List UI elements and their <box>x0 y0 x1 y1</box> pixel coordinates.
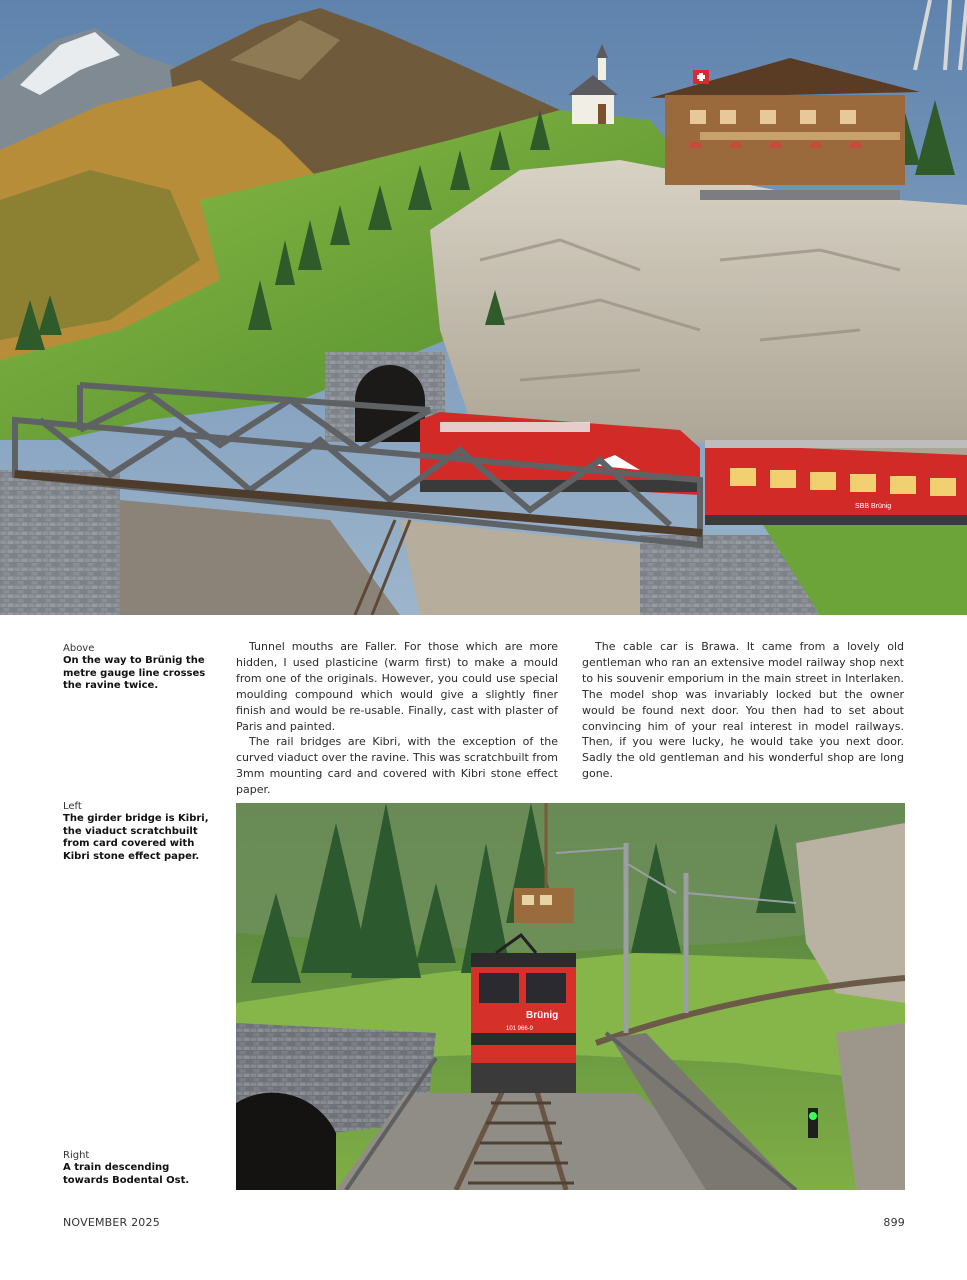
article-column-1 <box>236 639 558 798</box>
caption-above-lead: Above <box>63 643 95 654</box>
article-paragraph: The cable car is Brawa. It came from a lovely old gentleman who ran an extensive model railway shop next to his souvenir emporium in the main street in Interlaken. The model shop was invariably locked but the owner would be found next door. You then had to set about convincing him of your real interest in model railways. Then, if you were lucky, he would take you next door. Sadly the old gentleman and his wonderful shop are long gone. <box>582 640 904 781</box>
top-photo <box>0 0 967 615</box>
caption-left-lead: Left <box>63 801 82 812</box>
caption-right <box>63 1150 213 1187</box>
article-paragraph: The rail bridges are Kibri, with the exception of the curved viaduct over the ravine. This was scratchbuilt from 3mm mounting card and covered with Kibri stone effect paper. <box>236 735 558 797</box>
signal <box>808 1108 818 1138</box>
bottom-photo <box>236 803 905 1190</box>
page-number: 899 <box>883 1216 905 1229</box>
loco-number: 101 966-9 <box>506 1026 534 1032</box>
red-locomotive <box>471 935 576 1093</box>
caption-above-text: On the way to Brünig the metre gauge line crosses the ravine twice. <box>63 655 206 692</box>
caption-right-text: A train descending towards Bodental Ost. <box>63 1162 190 1186</box>
article-paragraph: Tunnel mouths are Faller. For those which are more hidden, I used plasticine (warm first) to make a mould from one of the originals. However, you could use special moulding compound which would give a slightly finer finish and would be re-usable. Finally, cast with plaster of Paris and painted. <box>236 640 558 733</box>
bridge-abutment-left <box>0 470 120 615</box>
loco-nameplate: Brünig <box>526 1010 559 1021</box>
article-column-2 <box>582 639 904 782</box>
alpine-layout-scene <box>0 0 967 615</box>
coach-lettering: SBB Brünig <box>855 503 892 510</box>
caption-left <box>63 801 213 863</box>
caption-above <box>63 643 213 693</box>
issue-date: NOVEMBER 2025 <box>63 1216 160 1229</box>
descending-train-scene <box>236 803 905 1190</box>
caption-left-text: The girder bridge is Kibri, the viaduct scratchbuilt from card covered with Kibri stone effect paper. <box>63 813 209 862</box>
caption-right-lead: Right <box>63 1150 90 1161</box>
